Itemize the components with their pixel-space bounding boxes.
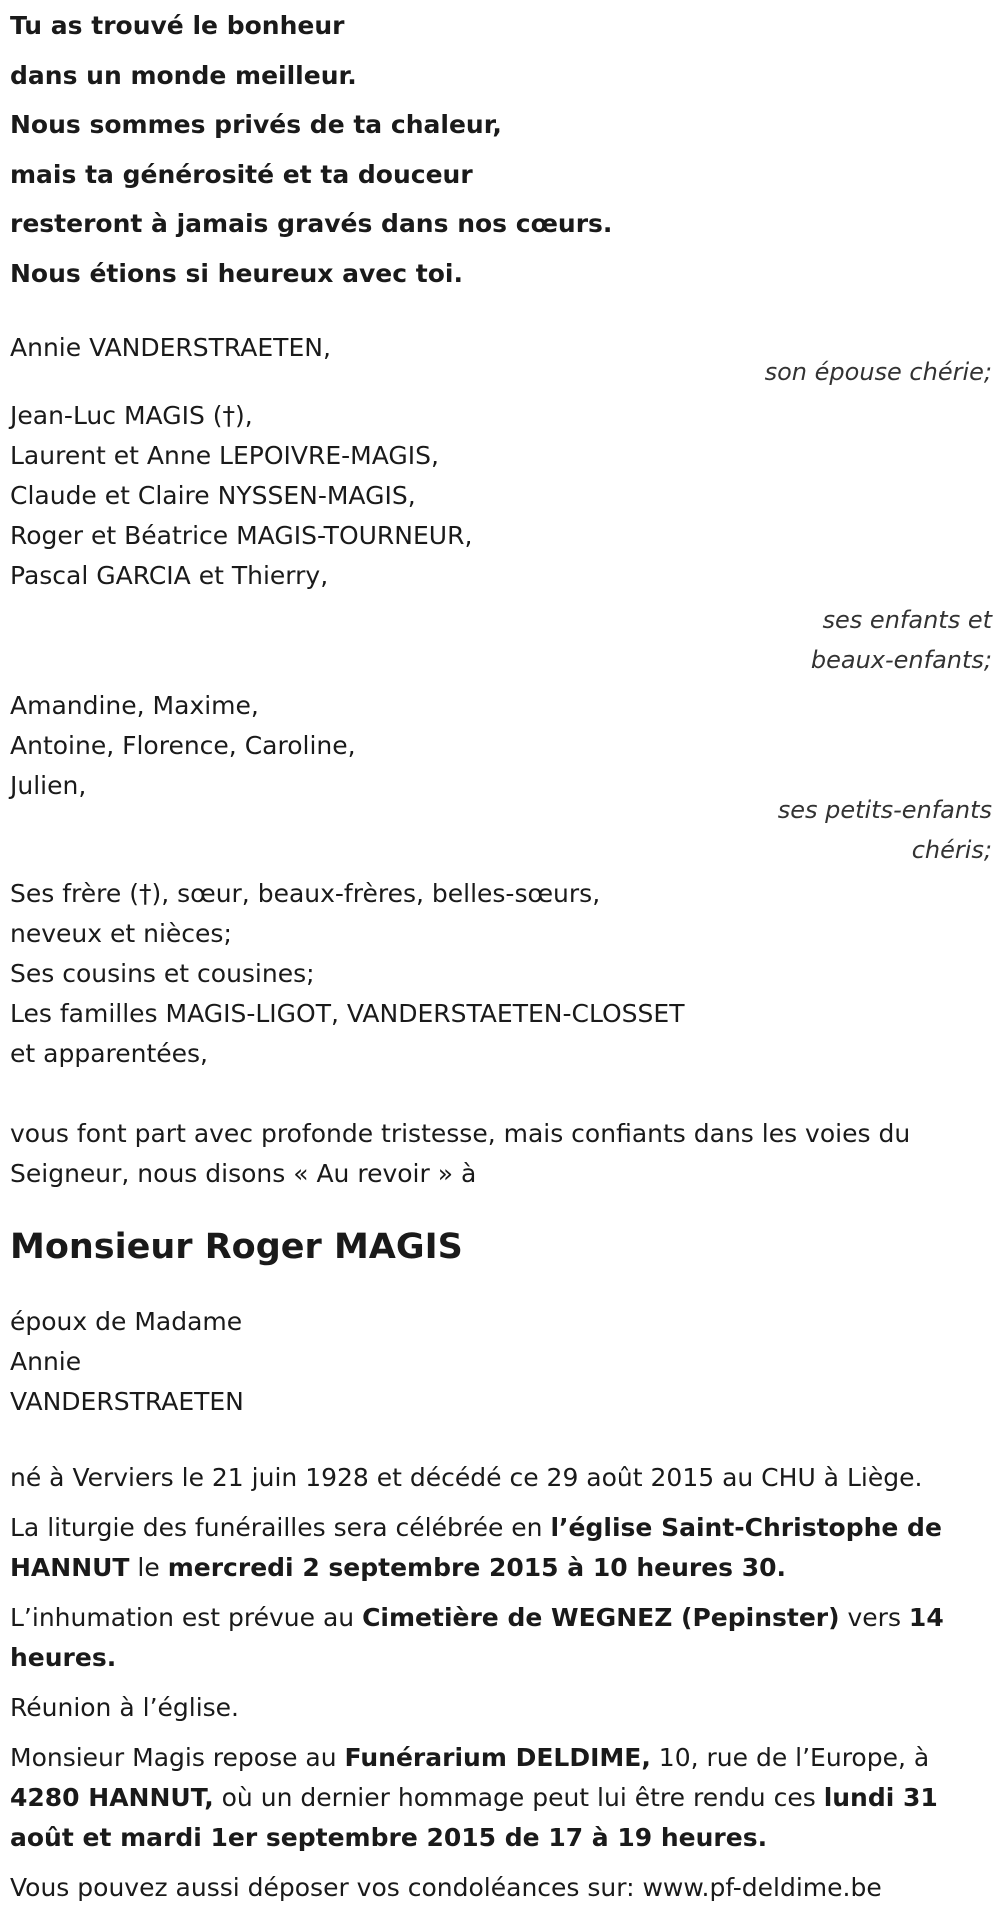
announcement-line: Seigneur, nous disons « Au revoir » à — [10, 1159, 477, 1188]
funerarium-city: 4280 HANNUT, — [10, 1783, 214, 1812]
poem-line: mais ta générosité et ta douceur — [10, 159, 473, 189]
spouse-of-block — [10, 1302, 992, 1422]
burial-text: L’inhumation est prévue au — [10, 1603, 363, 1632]
children-relation-2: beaux-enfants; — [810, 646, 992, 674]
poem-line: Nous étions si heureux avec toi. — [10, 258, 463, 288]
spouse-name: Annie VANDERSTRAETEN, — [10, 333, 331, 362]
cemetery-name: Cimetière de WEGNEZ (Pepinster) — [362, 1603, 840, 1632]
liturgy-text: La liturgie des funérailles sera célébrée en — [10, 1513, 551, 1542]
grandchild-name: Antoine, Florence, Caroline, — [10, 731, 356, 760]
family-line: neveux et nièces; — [10, 919, 232, 948]
meeting-info: Réunion à l’église. — [10, 1693, 240, 1722]
grandchild-name: Julien, — [10, 771, 87, 800]
grandchildren-relation-2: chéris; — [911, 836, 992, 864]
announcement — [10, 1114, 992, 1194]
poem-line: Tu as trouvé le bonheur — [10, 11, 345, 40]
burial-time: 14 heures. — [10, 1603, 944, 1672]
liturgy-date: mercredi 2 septembre 2015 à 10 heures 30. — [167, 1553, 787, 1582]
funerarium-text: où un dernier hommage peut lui être rendu ces — [213, 1783, 824, 1812]
grandchildren-relation-1: ses petits-enfants — [777, 796, 992, 824]
liturgy-info — [10, 1508, 992, 1588]
children-block — [10, 396, 992, 680]
church-name: l’église Saint-Christophe de HANNUT — [10, 1513, 942, 1582]
announcement-line: vous font part avec profonde tristesse, mais confiants dans les voies du — [10, 1119, 911, 1148]
child-name: Jean-Luc MAGIS (†), — [10, 401, 253, 430]
funerarium-name: Funérarium DELDIME, — [344, 1743, 651, 1772]
spouse-of-line: Annie — [10, 1347, 82, 1376]
burial-text: vers — [839, 1603, 909, 1632]
family-line: Ses frère (†), sœur, beaux-frères, belles-sœurs, — [10, 879, 601, 908]
deceased-name: Monsieur Roger MAGIS — [10, 1227, 463, 1267]
burial-info — [10, 1598, 992, 1678]
visitation-dates: lundi 31 août et mardi 1er septembre 2015 de 17 à 19 heures. — [10, 1783, 938, 1852]
poem-line: resteront à jamais gravés dans nos cœurs. — [10, 209, 613, 238]
child-name: Roger et Béatrice MAGIS-TOURNEUR, — [10, 521, 473, 550]
funerarium-text: Monsieur Magis repose au — [10, 1743, 345, 1772]
grandchild-name: Amandine, Maxime, — [10, 691, 259, 720]
family-block — [10, 874, 992, 1074]
poem — [10, 1, 992, 298]
child-name: Laurent et Anne LEPOIVRE-MAGIS, — [10, 441, 439, 470]
spouse-of-line: époux de Madame — [10, 1307, 243, 1336]
family-line: et apparentées, — [10, 1039, 208, 1068]
obituary-notice — [10, 0, 992, 1908]
liturgy-text: le — [129, 1553, 168, 1582]
children-relation-1: ses enfants et — [822, 606, 992, 634]
spouse-block — [10, 328, 992, 392]
family-line: Ses cousins et cousines; — [10, 959, 315, 988]
family-line: Les familles MAGIS-LIGOT, VANDERSTAETEN-CLOSSET — [10, 999, 685, 1028]
poem-line: dans un monde meilleur. — [10, 60, 357, 90]
birth-death: né à Verviers le 21 juin 1928 et décédé ce 29 août 2015 au CHU à Liège. — [10, 1463, 923, 1492]
funerarium-info — [10, 1738, 992, 1858]
funerarium-text: 10, rue de l’Europe, à — [650, 1743, 930, 1772]
grandchildren-block — [10, 686, 992, 870]
child-name: Claude et Claire NYSSEN-MAGIS, — [10, 481, 416, 510]
poem-line: Nous sommes privés de ta chaleur, — [10, 110, 502, 139]
spouse-relation: son épouse chérie; — [764, 358, 992, 386]
spouse-of-line: VANDERSTRAETEN — [10, 1387, 244, 1416]
child-name: Pascal GARCIA et Thierry, — [10, 561, 329, 590]
condolences-info: Vous pouvez aussi déposer vos condoléances sur: www.pf-deldime.be — [10, 1873, 882, 1902]
